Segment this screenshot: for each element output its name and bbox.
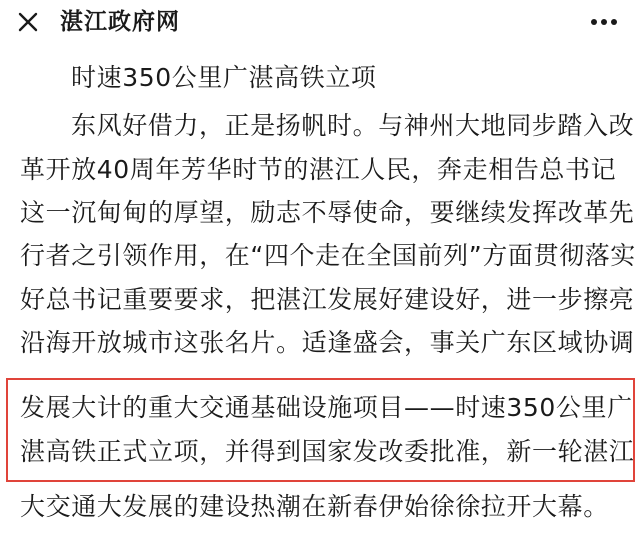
article-line: 革开放40周年芳华时节的湛江人民，奔走相告总书记 (20, 155, 617, 184)
article-line: 这一沉甸甸的厚望，励志不辱使命，要继续发挥改革先 (20, 198, 635, 227)
highlight-box (6, 378, 635, 482)
article-line: 湛高铁正式立项，并得到国家发改委批准，新一轮湛江 (20, 437, 635, 466)
page-title: 湛江政府网 (60, 9, 180, 35)
article-line: 沿海开放城市这张名片。适逢盛会，事关广东区域协调 (20, 328, 635, 357)
article-heading: 时速350公里广湛高铁立项 (71, 63, 377, 92)
article-line: 行者之引领作用，在“四个走在全国前列”方面贯彻落实 (20, 241, 636, 270)
article-line: 东风好借力，正是扬帆时。与神州大地同步踏入改 (71, 111, 635, 140)
article-line: 发展大计的重大交通基础设施项目——时速350公里广 (20, 393, 633, 422)
article-line: 好总书记重要要求，把湛江发展好建设好，进一步擦亮 (20, 285, 635, 314)
article-line: 大交通大发展的建设热潮在新春伊始徐徐拉开大幕。 (20, 492, 609, 521)
